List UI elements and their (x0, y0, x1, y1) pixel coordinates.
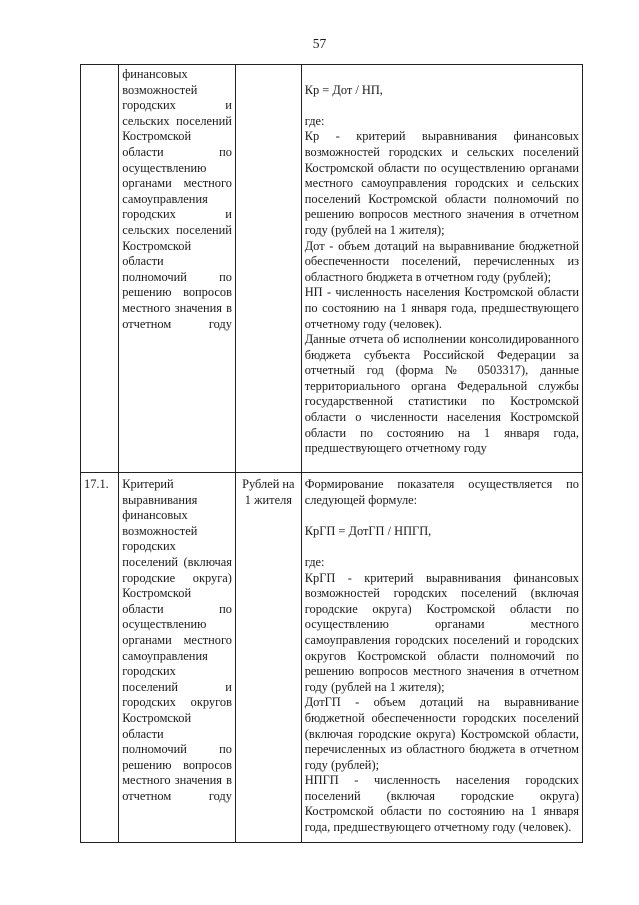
indicator-name-line: осуществлению (122, 160, 207, 175)
indicator-name-line: городских и (122, 98, 232, 113)
indicator-name-line: самоуправления (122, 191, 208, 206)
indicator-name-cell (119, 473, 236, 843)
indicator-name-line: возможностей (122, 82, 198, 97)
indicator-name-line: возможностей (122, 523, 198, 538)
row-number-cell: 17.1. (81, 473, 119, 843)
indicator-name-line: области по (122, 144, 232, 159)
formula-intro: Формирование показателя осуществляется по следующей формуле: (304, 477, 579, 507)
indicator-name-line: Критерий (122, 477, 174, 491)
indicator-name-line: Костромской (122, 238, 192, 253)
indicators-table (80, 64, 583, 843)
indicator-name-line: полномочий по (122, 269, 232, 284)
indicator-name-line: области (122, 726, 164, 741)
indicator-name-line: выравнивания (122, 492, 198, 507)
indicator-name-line: решению вопросов (122, 285, 232, 300)
indicator-name-line: местного значения в (122, 300, 232, 315)
where-label: где: (304, 113, 325, 128)
indicator-name-line: области (122, 254, 164, 269)
page-number: 57 (312, 36, 327, 51)
indicator-name-line: осуществлению (122, 617, 207, 632)
definition: Кр - критерий выравнивания финансовых возможностей городских и сельских поселений Костромской области по осуществлению органами местного самоуправления городских и сельских поселений Костромской области полномочий по решению вопросов местного значения в отчетном году (рублей на 1 жителя); (304, 129, 579, 237)
indicator-name-line: решению вопросов (122, 757, 232, 772)
indicator-name-line: сельских поселений (122, 113, 232, 128)
indicator-name-line: городских (122, 664, 176, 679)
definition: НП - численность населения Костромской области по состоянию на 1 января года, предшествующего отчетному году (человек). (304, 285, 579, 331)
formula: Кр = Дот / НП, (304, 82, 383, 97)
indicator-name-cell (119, 65, 236, 473)
definition: КрГП - критерий выравнивания финансовых возможностей городских поселений (включая городские округа) Костромской области по осуществлению органами местного самоуправления городских поселений и городских округов Костромской области полномочий по решению вопросов местного значения в отчетном году (рублей на 1 жителя); (304, 570, 579, 694)
indicator-name-line: отчетном году (122, 788, 232, 803)
table-row (81, 473, 583, 843)
indicator-name-line: Костромской (122, 586, 192, 601)
indicator-name-line: городские округа) (122, 570, 232, 585)
indicator-name (122, 477, 232, 804)
indicator-name-line: городских и (122, 207, 232, 222)
method-cell (301, 473, 582, 843)
indicator-name-line: городских округов (122, 695, 232, 710)
indicator-name-line: поселений и (122, 679, 232, 694)
formula: КрГП = ДотГП / НПГП, (304, 523, 432, 538)
indicator-name-line: органами местного (122, 176, 232, 191)
definition: ДотГП - объем дотаций на выравнивание бюджетной обеспеченности городских поселений (включая городские округа) Костромской области, перечисленных из областного бюджета в отчетном году (рублей); (304, 695, 579, 772)
indicator-name-line: сельских поселений (122, 222, 232, 237)
unit-cell (235, 65, 301, 473)
indicator-name-line: Костромской (122, 129, 192, 144)
indicator-name-line: финансовых (122, 67, 188, 81)
indicator-name-line: финансовых (122, 508, 188, 523)
indicator-name-line: органами местного (122, 632, 232, 647)
indicator-name-line: полномочий по (122, 742, 232, 757)
indicator-name-line: городских (122, 539, 176, 554)
where-label: где: (304, 554, 325, 569)
row-number-cell (81, 65, 119, 473)
method-cell (301, 65, 582, 473)
unit-cell: Рублей на 1 жителя (235, 473, 301, 843)
data-source: Данные отчета об исполнении консолидированного бюджета субъекта Российской Федерации за отчетный год (форма № 0503317), данные территориального органа Федеральной службы государственной статистики по Костромской области о численности населения Костромской области по состоянию на 1 января года, предшествующего отчетному году (304, 332, 579, 456)
table-row (81, 65, 583, 473)
indicator-name-line: отчетном году (122, 316, 232, 331)
indicator-name (122, 67, 232, 332)
indicator-name-line: поселений (включая (122, 554, 232, 569)
definition: Дот - объем дотаций на выравнивание бюджетной обеспеченности поселений, перечисленных из областного бюджета в отчетном году (рублей); (304, 238, 579, 284)
definition: НПГП - численность населения городских поселений (включая городские округа) Костромской области по состоянию на 1 января года, предшествующего отчетному году (человек). (304, 773, 579, 835)
indicator-name-line: местного значения в (122, 773, 232, 788)
indicator-name-line: самоуправления (122, 648, 208, 663)
indicator-name-line: области по (122, 601, 232, 616)
indicator-name-line: Костромской (122, 710, 192, 725)
